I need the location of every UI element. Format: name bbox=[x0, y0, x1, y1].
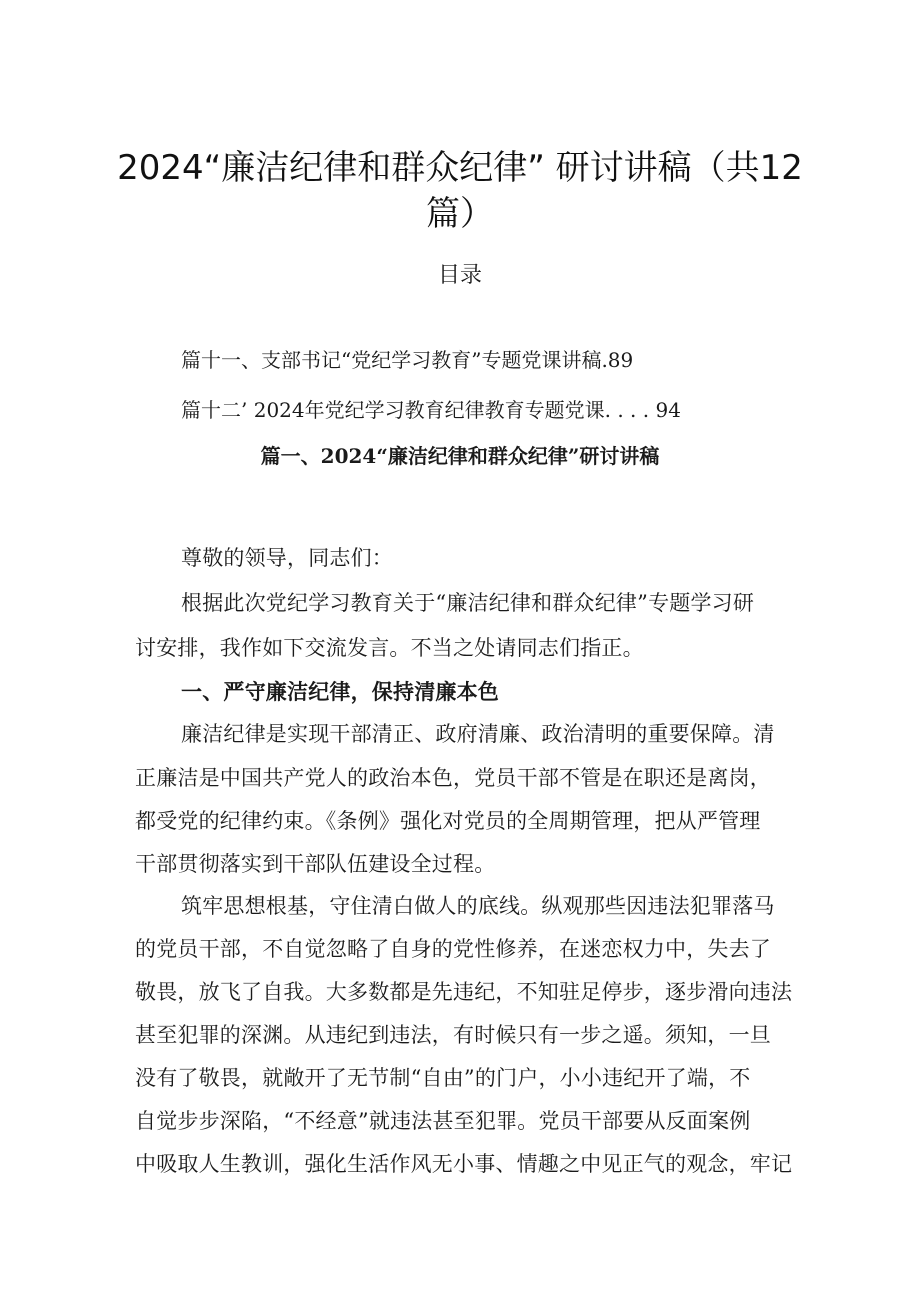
salutation: 尊敬的领导，同志们： bbox=[181, 546, 393, 570]
body-line: 敬畏，放飞了自我。大多数都是先违纪，不知驻足停步，逐步滑向违法 bbox=[135, 980, 793, 1004]
body-line: 中吸取人生教训，强化生活作风无小事、情趣之中见正气的观念，牢记 bbox=[135, 1152, 793, 1176]
subsection-heading: 一、严守廉洁纪律，保持清廉本色 bbox=[181, 679, 499, 704]
document-title-line-2: 篇） bbox=[426, 194, 494, 234]
body-line: 甚至犯罪的深渊。从违纪到违法，有时候只有一步之遥。须知，一旦 bbox=[135, 1023, 771, 1047]
section-title: 篇一、2024“廉洁纪律和群众纪律”研讨讲稿 bbox=[260, 444, 660, 468]
body-line: 自觉步步深陷，“不经意”就违法甚至犯罪。党员干部要从反面案例 bbox=[135, 1109, 751, 1133]
body-line: 正廉洁是中国共产党人的政治本色，党员干部不管是在职还是离岗， bbox=[135, 766, 771, 790]
body-line: 筑牢思想根基，守住清白做人的底线。纵观那些因违法犯罪落马 bbox=[181, 894, 775, 918]
body-line: 廉洁纪律是实现干部清正、政府清廉、政治清明的重要保障。清 bbox=[181, 722, 775, 746]
body-line: 根据此次党纪学习教育关于“廉洁纪律和群众纪律”专题学习研 bbox=[181, 591, 755, 615]
body-line: 干部贯彻落实到干部队伍建设全过程。 bbox=[135, 852, 496, 876]
toc-item: 篇十一、支部书记“党纪学习教育”专题党课讲稿.89 bbox=[181, 348, 634, 372]
body-line: 都受党的纪律约束。《条例》强化对党员的全周期管理，把从严管理 bbox=[135, 809, 761, 833]
toc-heading: 目录 bbox=[437, 263, 482, 288]
body-line: 的党员干部，不自觉忽略了自身的党性修养，在迷恋权力中，失去了 bbox=[135, 937, 771, 961]
body-line: 没有了敬畏，就敞开了无节制“自由”的门户，小小违纪开了端，不 bbox=[135, 1066, 751, 1090]
document-title-line-1: 2024“廉洁纪律和群众纪律” 研讨讲稿（共12 bbox=[117, 148, 803, 188]
body-line: 讨安排，我作如下交流发言。不当之处请同志们指正。 bbox=[135, 636, 644, 660]
toc-item: 篇十二’ 2024年党纪学习教育纪律教育专题党课. . . . 94 bbox=[181, 398, 681, 422]
